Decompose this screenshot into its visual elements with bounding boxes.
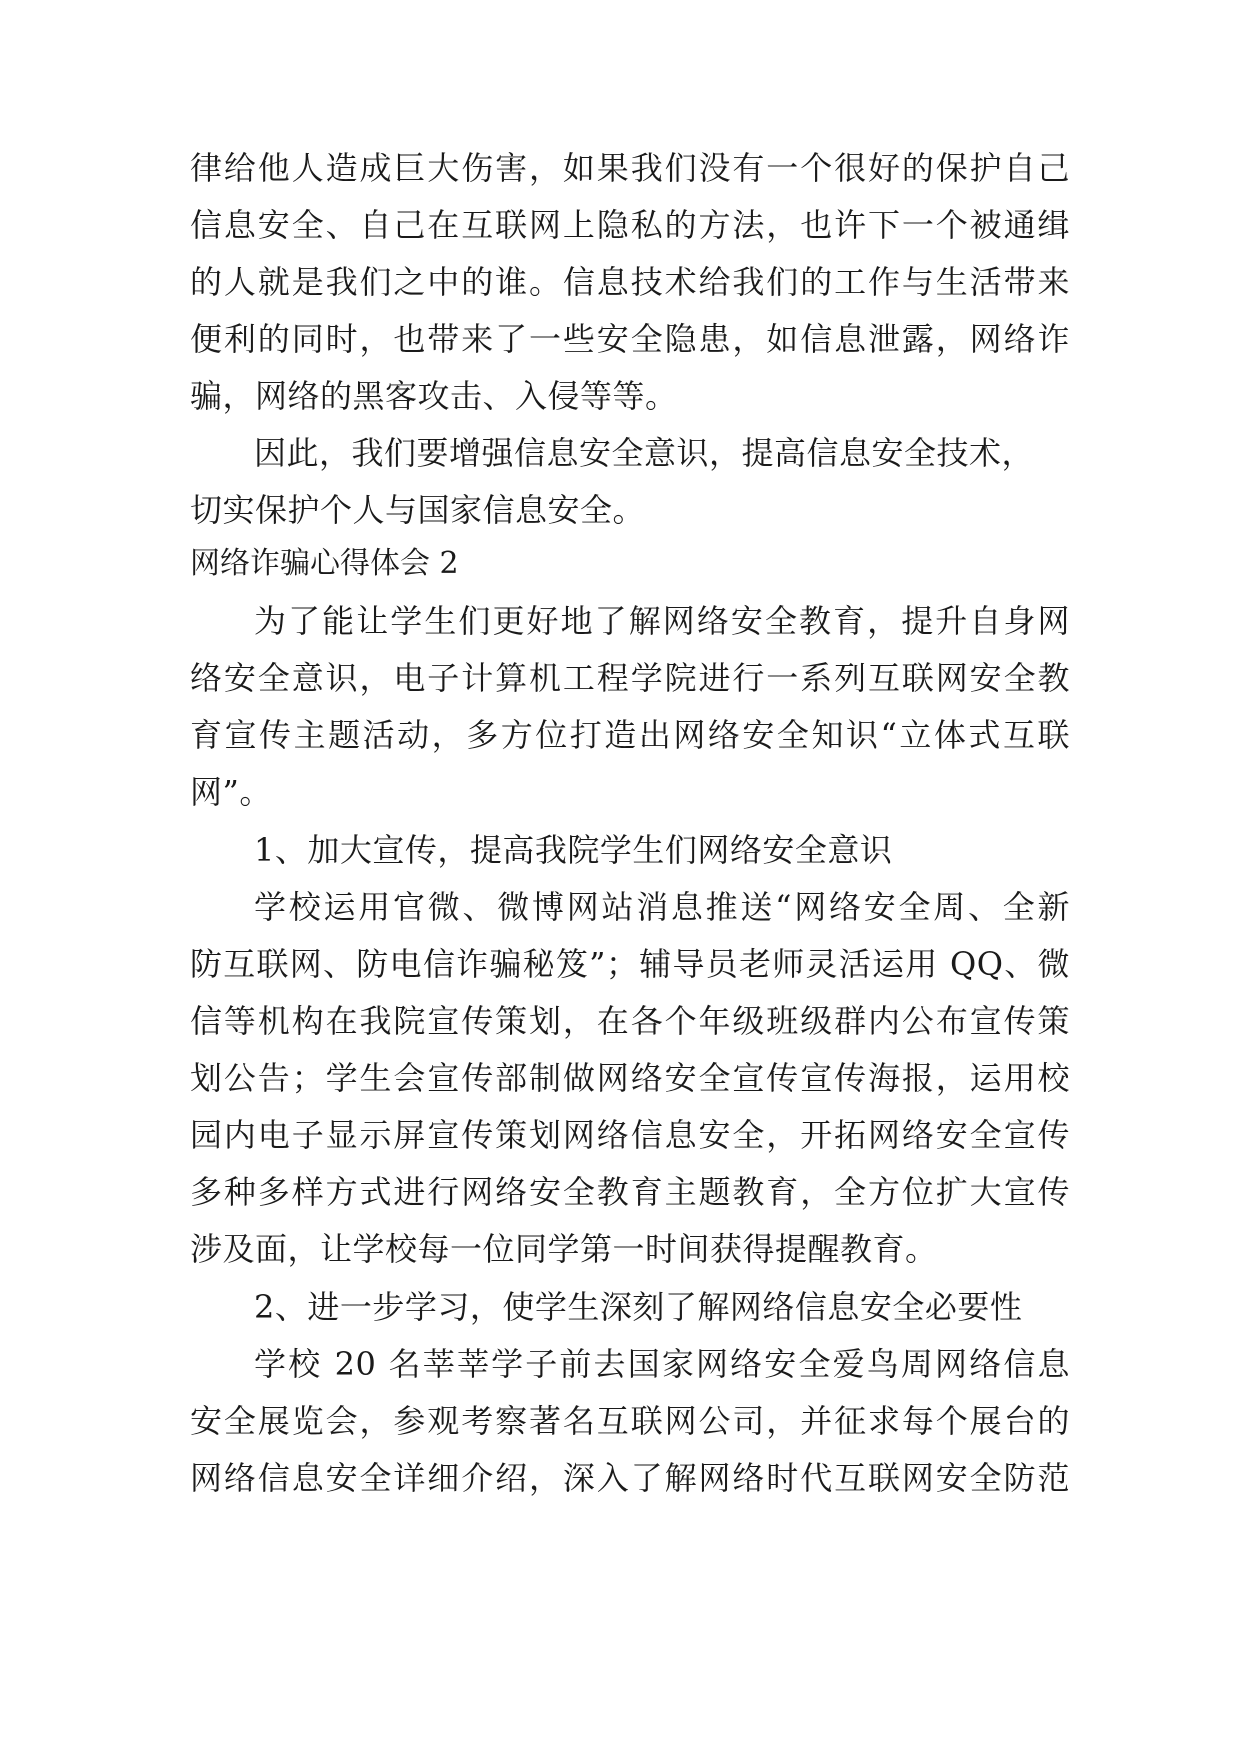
paragraph-first-line: 因此，我们要增强信息安全意识，提高信息安全技术，	[254, 434, 1035, 472]
paragraph-line: 育宣传主题活动，多方位打造出网络安全知识“立体式互联	[190, 716, 1070, 754]
paragraph-line: 网络信息安全详细介绍，深入了解网络时代互联网安全防范	[190, 1459, 1070, 1497]
paragraph-first-line: 学校运用官微、微博网站消息推送“网络安全周、全新	[254, 888, 1070, 926]
paragraph-line: 骗，网络的黑客攻击、入侵等等。	[190, 377, 678, 415]
paragraph-line: 网”。	[190, 773, 272, 811]
paragraph-line: 切实保护个人与国家信息安全。	[190, 491, 646, 529]
paragraph-line: 多种多样方式进行网络安全教育主题教育，全方位扩大宣传	[190, 1173, 1070, 1211]
paragraph-line: 信等机构在我院宣传策划，在各个年级班级群内公布宣传策	[190, 1002, 1070, 1040]
paragraph-first-line: 学校 20 名莘莘学子前去国家网络安全爱鸟周网络信息	[254, 1345, 1070, 1383]
numbered-subheading: 1、加大宣传，提高我院学生们网络安全意识	[254, 831, 893, 869]
paragraph-line: 律给他人造成巨大伤害，如果我们没有一个很好的保护自己	[190, 149, 1070, 187]
paragraph-line: 园内电子显示屏宣传策划网络信息安全，开拓网络安全宣传	[190, 1116, 1070, 1154]
paragraph-line: 安全展览会，参观考察著名互联网公司，并征求每个展台的	[190, 1402, 1070, 1440]
paragraph-line: 涉及面，让学校每一位同学第一时间获得提醒教育。	[190, 1230, 938, 1268]
paragraph-line: 防互联网、防电信诈骗秘笈”；辅导员老师灵活运用 QQ、微	[190, 945, 1070, 983]
paragraph-first-line: 为了能让学生们更好地了解网络安全教育，提升自身网	[254, 602, 1070, 640]
paragraph-line: 络安全意识，电子计算机工程学院进行一系列互联网安全教	[190, 659, 1070, 697]
paragraph-line: 信息安全、自己在互联网上隐私的方法，也许下一个被通缉	[190, 206, 1070, 244]
section-heading: 网络诈骗心得体会 2	[190, 546, 459, 581]
paragraph-line: 的人就是我们之中的谁。信息技术给我们的工作与生活带来	[190, 263, 1070, 301]
paragraph-line: 便利的同时，也带来了一些安全隐患，如信息泄露，网络诈	[190, 320, 1070, 358]
paragraph-line: 划公告；学生会宣传部制做网络安全宣传宣传海报，运用校	[190, 1059, 1070, 1097]
numbered-subheading: 2、进一步学习，使学生深刻了解网络信息安全必要性	[254, 1288, 1023, 1326]
